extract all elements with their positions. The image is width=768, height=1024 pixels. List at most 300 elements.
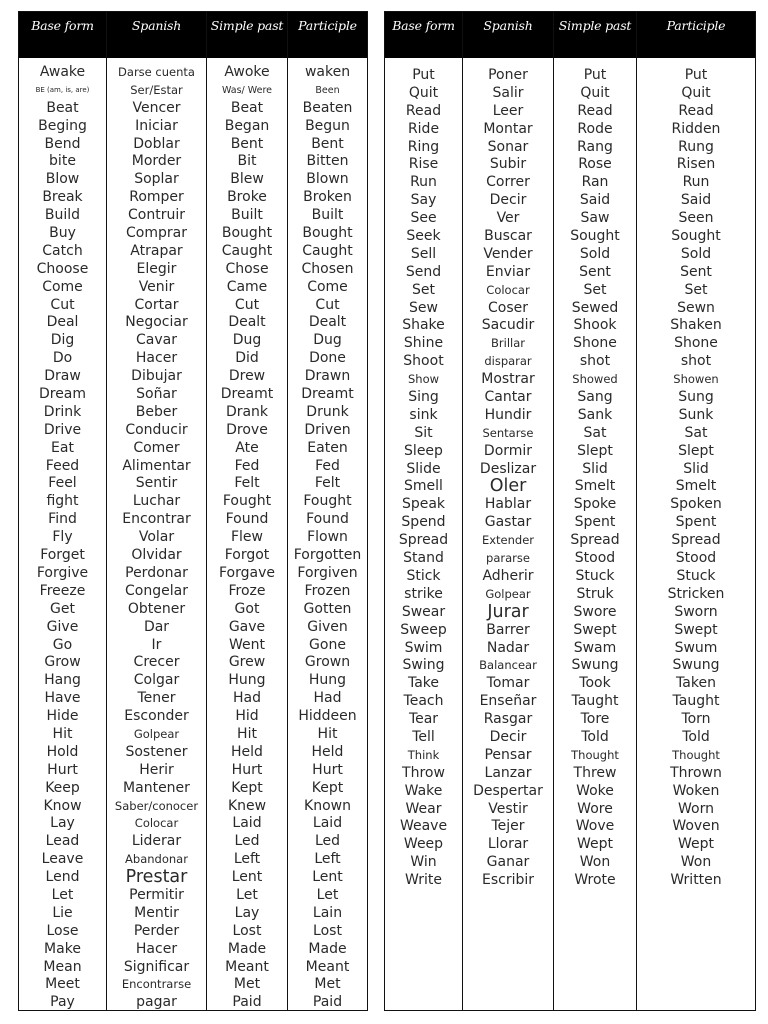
verb-cell: Deslizar [479, 460, 537, 477]
verb-cell: Wear [405, 800, 442, 817]
verb-cell: Torn [681, 711, 711, 728]
verb-cell: Awoke [224, 64, 270, 80]
verb-cell: Contruir [128, 207, 185, 224]
verb-cell: Swing [402, 657, 445, 674]
verb-cell: Lent [312, 869, 343, 886]
verb-cell: Stood [675, 550, 717, 567]
verb-cell: Gastar [484, 514, 532, 531]
verb-cell: Spent [675, 514, 717, 531]
verb-cell: Congelar [125, 582, 188, 599]
verb-cell: Been [315, 84, 340, 96]
verb-cell: Taken [676, 675, 716, 692]
verb-cell: Blow [45, 171, 80, 188]
verb-cell: Rise [408, 156, 439, 173]
verb-cell: Perder [133, 922, 180, 939]
verb-cell: Drank [225, 403, 269, 420]
verb-cell: Balancear [479, 658, 537, 673]
verb-cell: Golpear [133, 726, 180, 741]
verb-cell: Beaten [302, 99, 353, 116]
verb-cell: Mantener [123, 779, 190, 796]
verb-cell: Sung [678, 389, 714, 406]
column-header: Spanish [463, 12, 553, 58]
verb-cell: Quit [408, 84, 439, 101]
verb-cell: Darse cuenta [118, 65, 195, 79]
column-cells [385, 67, 462, 890]
verb-cell: Sacudir [481, 317, 535, 334]
verb-cell: Leave [41, 851, 84, 868]
verb-cell: Ver [496, 210, 520, 227]
verb-cell: Read [405, 102, 442, 119]
verb-cell: Mentir [134, 904, 179, 921]
verb-cell: Get [50, 600, 75, 617]
verb-cell: Weep [403, 836, 444, 853]
verb-cell: Done [309, 350, 346, 367]
verb-cell: Sunk [678, 406, 714, 423]
verb-cell: Volar [138, 529, 175, 546]
verb-cell: Cavar [136, 332, 177, 349]
column-participle [636, 12, 755, 1010]
verb-cell: Cut [315, 296, 340, 313]
verb-cell: Permitir [129, 886, 184, 903]
column-cells [19, 64, 106, 1012]
verb-cell: Shoot [403, 353, 444, 370]
verb-cell: Sworn [674, 603, 718, 620]
verb-cell: Told [581, 728, 609, 745]
verb-cell: Vencer [132, 99, 181, 116]
verb-cell: Colgar [133, 672, 180, 689]
verb-cell: Prestar [125, 867, 188, 888]
verb-cell: Built [231, 207, 263, 224]
verb-cell: Draw [44, 368, 81, 385]
verb-cell: Put [583, 67, 607, 83]
verb-cell: Thrown [670, 764, 722, 781]
verb-cell: Forgot [224, 547, 270, 564]
verb-cell: Drink [43, 403, 82, 420]
verb-cell: Weave [399, 818, 448, 835]
verb-cell: Sing [408, 389, 439, 406]
verb-cell: Tener [137, 690, 176, 707]
verb-cell: Spread [570, 532, 620, 549]
verb-cell: Write [405, 872, 442, 889]
verb-cell: Encontrarse [121, 977, 192, 992]
verb-cell: Slept [678, 442, 714, 459]
verb-cell: shot [680, 353, 712, 370]
column-cells [207, 64, 287, 1012]
verb-cell: Venir [138, 278, 175, 295]
verb-cell: Show [407, 372, 440, 387]
verb-cell: Bought [302, 225, 353, 242]
verb-cell: Shone [674, 335, 718, 352]
verb-cell: Leer [492, 102, 524, 119]
verb-cell: Hide [46, 708, 79, 725]
verb-cell: Tell [412, 728, 435, 745]
column-cells [463, 67, 553, 890]
verb-cell: Frozen [304, 582, 351, 599]
verb-cell: Pay [50, 994, 75, 1011]
verb-cell: Encontrar [122, 511, 191, 528]
verb-cell: Find [48, 511, 77, 528]
verb-cell: Sold [579, 245, 611, 262]
verb-cell: Sonar [487, 138, 529, 155]
verb-cell: Liderar [131, 833, 182, 850]
column-header: Simple past [207, 12, 287, 58]
verb-cell: Swam [573, 639, 617, 656]
verb-cell: Obtener [127, 600, 186, 617]
verb-cell: Dug [232, 332, 262, 349]
verb-cell: Buscar [484, 228, 532, 245]
verb-cell: Lost [232, 922, 262, 939]
verb-cell: Subir [489, 156, 527, 173]
verb-cell: Come [42, 278, 83, 295]
verb-cell: Lain [312, 904, 343, 921]
verb-cell: Awake [39, 64, 86, 80]
verb-cell: Mostrar [481, 371, 535, 388]
column-participle [287, 12, 367, 1010]
verb-cell: Slide [406, 460, 441, 477]
verb-cell: Told [682, 728, 710, 745]
verb-cell: Shook [573, 317, 617, 334]
verb-cell: Beber [135, 403, 178, 420]
verb-cell: Dealt [228, 314, 266, 331]
verb-cell: Hit [52, 725, 73, 742]
verb-cell: Enviar [485, 263, 531, 280]
verb-cell: Hurt [312, 761, 343, 778]
verb-cell: Broke [227, 189, 267, 206]
verb-cell: Crecer [133, 654, 180, 671]
verb-cell: Perdonar [125, 564, 188, 581]
verb-cell: Mean [43, 958, 82, 975]
verb-cell: Cantar [484, 389, 532, 406]
verb-cell: Took [579, 675, 611, 692]
verb-cell: Spend [401, 514, 446, 531]
verb-cell: Spoke [573, 496, 617, 513]
verb-cell: Quit [681, 84, 711, 101]
verb-cell: Comprar [126, 225, 187, 242]
verb-cell: Taught [672, 693, 720, 710]
verb-cell: Lose [46, 922, 79, 939]
verb-cell: Found [306, 511, 349, 528]
verb-cell: Lend [45, 869, 80, 886]
verb-cell: Know [43, 797, 82, 814]
verb-cell: Set [583, 281, 607, 298]
verb-cell: Given [307, 618, 348, 635]
column-header: Simple past [554, 12, 636, 58]
verb-cell: Meant [305, 958, 350, 975]
verb-cell: Wake [404, 782, 443, 799]
verb-cell: shot [579, 353, 611, 370]
verb-cell: Shone [573, 335, 617, 352]
verb-cell: Atrapar [130, 242, 183, 259]
verb-cell: Bend [44, 135, 81, 152]
verb-cell: Froze [228, 582, 266, 599]
verb-cell: Swim [404, 639, 443, 656]
verb-cell: Swore [573, 603, 617, 620]
verb-cell: Forget [40, 547, 85, 564]
verb-cell: Hid [235, 708, 259, 725]
verb-cell: Woke [576, 782, 614, 799]
verb-cell: Risen [676, 156, 716, 173]
verb-cell: Drew [228, 368, 266, 385]
verb-cell: Sew [409, 299, 438, 316]
column-base-form [385, 12, 462, 1010]
verb-cell: Stuck [676, 567, 716, 584]
verb-cell: Feed [45, 457, 80, 474]
verb-cell: Coser [487, 299, 528, 316]
verb-cell: Sank [577, 406, 613, 423]
verb-cell: Hung [308, 672, 347, 689]
column-header: Spanish [107, 12, 206, 58]
verb-cell: Begun [305, 117, 350, 134]
verb-cell: Abandonar [125, 852, 188, 867]
verb-cell: Known [304, 797, 351, 814]
verb-cell: Blew [230, 171, 264, 188]
column-cells [637, 67, 755, 890]
verb-cell: Paid [232, 994, 262, 1011]
verb-cell: Held [311, 743, 344, 760]
verb-cell: Ridden [671, 120, 721, 137]
verb-cell: Sat [583, 424, 607, 441]
verb-cell: Wrote [574, 872, 616, 889]
verb-cell: Significar [123, 958, 190, 975]
verb-cell: Found [225, 511, 269, 528]
verb-cell: Catch [42, 242, 83, 259]
verb-cell: Bitten [306, 153, 349, 170]
verb-cell: Rose [578, 156, 612, 173]
verb-cell: Llorar [487, 836, 529, 853]
verb-cell: Came [226, 278, 268, 295]
verb-cell: Stuck [575, 567, 615, 584]
verb-cell: Spread [671, 532, 721, 549]
verb-cell: Ser/Estar [130, 82, 183, 97]
verb-cell: Colocar [486, 282, 530, 297]
verb-cell: Negociar [125, 314, 188, 331]
verb-cell: Swung [571, 657, 619, 674]
verb-cell: Gone [309, 636, 346, 653]
verb-cell: Comer [133, 439, 180, 456]
verb-cell: Conducir [125, 421, 188, 438]
verb-cell: Soñar [136, 386, 177, 403]
verb-cell: Thought [672, 747, 720, 762]
verb-cell: Give [46, 618, 79, 635]
verb-cell: Hundir [484, 406, 532, 423]
verb-cell: Vender [483, 245, 533, 262]
column-spanish [106, 12, 206, 1010]
verb-cell: Left [233, 851, 261, 868]
verb-cell: Fed [234, 457, 260, 474]
verb-cell: Dar [143, 618, 170, 635]
verb-cell: Lost [313, 922, 342, 939]
verb-cell: Forgiven [297, 564, 358, 581]
verb-cell: Slept [577, 442, 613, 459]
verb-cell: Rung [678, 138, 714, 155]
verb-cell: Saber/conocer [114, 798, 199, 813]
verb-cell: Grow [44, 654, 81, 671]
verb-cell: Shaken [670, 317, 722, 334]
verb-cell: Quit [580, 84, 610, 101]
verb-cell: Led [314, 833, 341, 850]
verb-cell: Worn [678, 800, 714, 817]
verb-cell: Montar [483, 120, 533, 137]
verb-cell: Ride [407, 120, 440, 137]
verb-cell: Written [670, 872, 722, 889]
verb-cell: Cut [234, 296, 260, 313]
verb-cell: Oler [489, 476, 527, 497]
verb-cell: Sentarse [482, 425, 534, 440]
verb-cell: Wove [575, 818, 615, 835]
verb-cell: Decir [489, 728, 527, 745]
verb-cell: Meant [225, 958, 269, 975]
verb-cell: Dream [38, 386, 87, 403]
verb-cell: Doblar [133, 135, 180, 152]
column-spanish [462, 12, 553, 1010]
verb-cell: Eaten [307, 439, 348, 456]
verb-cell: Build [44, 207, 81, 224]
verb-cell: Began [224, 117, 270, 134]
verb-cell: Gave [228, 618, 266, 635]
verb-cell: Swept [674, 621, 718, 638]
verb-cell: Choose [36, 260, 89, 277]
verb-cell: Adherir [482, 567, 534, 584]
verb-cell: Tejer [491, 818, 525, 835]
verb-cell: Correr [486, 174, 530, 191]
verb-cell: Rasgar [483, 711, 533, 728]
verb-cell: strike [404, 585, 443, 602]
verb-cell: Dibujar [131, 368, 182, 385]
verb-cell: Esconder [124, 708, 189, 725]
verb-cell: Chosen [301, 260, 354, 277]
verb-cell: Saw [580, 210, 610, 227]
verb-cell: Alimentar [122, 457, 191, 474]
verb-cell: Sewed [571, 299, 619, 316]
verb-cell: Dormir [483, 442, 533, 459]
verb-cell: Cortar [134, 296, 179, 313]
verb-cell: Swung [672, 657, 720, 674]
verb-cell: fight [46, 493, 79, 510]
column-base-form [19, 12, 106, 1010]
verb-cell: Woken [672, 782, 720, 799]
verb-cell: Lent [231, 869, 263, 886]
verb-cell: Lay [50, 815, 75, 832]
verb-cell: Sleep [404, 442, 443, 459]
verb-cell: Kept [311, 779, 344, 796]
verb-cell: Freeze [39, 582, 86, 599]
verb-cell: Sostener [125, 743, 188, 760]
verb-cell: Take [407, 675, 440, 692]
verb-cell: Deal [46, 314, 79, 331]
verb-cell: Fly [52, 529, 73, 546]
verb-cell: Think [407, 747, 440, 762]
verb-cell: Flew [230, 529, 263, 546]
verb-cell: Meet [45, 976, 80, 993]
verb-cell: Poner [488, 67, 528, 83]
verb-cell: Thought [571, 747, 619, 762]
verb-cell: Forgave [219, 564, 275, 581]
verb-cell: Slid [582, 460, 608, 477]
verb-cell: Extender [481, 533, 535, 548]
verb-cell: Sewn [677, 299, 715, 316]
verb-cell: Fought [303, 493, 352, 510]
verb-cell: Keep [45, 779, 80, 796]
verb-cell: Wept [677, 836, 714, 853]
verb-cell: Knew [227, 797, 267, 814]
verb-cell: Laid [312, 815, 343, 832]
verb-cell: Showen [673, 372, 719, 387]
verb-cell: Chose [225, 260, 269, 277]
verb-cell: Set [412, 281, 435, 298]
verb-cell: Speak [401, 496, 446, 513]
verb-cell: Swept [573, 621, 617, 638]
verb-cell: Rode [577, 120, 613, 137]
verb-cell: Had [313, 690, 342, 707]
verb-cell: Showed [572, 372, 618, 387]
verb-cell: Fought [222, 493, 272, 510]
verb-cell: Do [52, 350, 73, 367]
verb-cell: Tore [580, 711, 610, 728]
verb-cell: Ir [151, 636, 162, 653]
verb-cell: Grown [304, 654, 351, 671]
verb-cell: Run [682, 174, 710, 191]
verb-cell: Ring [407, 138, 440, 155]
verb-cell: Made [227, 940, 267, 957]
verb-cell: Hurt [47, 761, 78, 778]
verb-cell: Sit [414, 424, 433, 441]
verb-cell: Cut [50, 296, 75, 313]
verb-cell: Beat [46, 99, 79, 116]
verb-cell: Sought [671, 228, 721, 245]
verb-cell: See [410, 210, 437, 227]
verb-cell: BE (am, is, are) [35, 85, 90, 94]
verb-cell: Struk [576, 585, 614, 602]
verb-cell: Lead [45, 833, 80, 850]
verb-cell: Golpear [485, 586, 531, 601]
verb-cell: Have [44, 690, 81, 707]
verb-cell: Stick [406, 567, 441, 584]
verb-cell: Hurt [231, 761, 263, 778]
verb-cell: Ate [235, 439, 259, 456]
verb-cell: Come [307, 278, 348, 295]
column-header: Participle [637, 12, 755, 58]
verb-cell: Had [233, 690, 261, 707]
verb-cell: Paid [312, 994, 343, 1011]
verb-cell: Hung [228, 672, 266, 689]
verb-cell: Decir [489, 192, 527, 209]
verb-cell: Feel [48, 475, 77, 492]
verb-cell: Dreamt [301, 386, 354, 403]
verb-cell: Gotten [303, 600, 352, 617]
verb-cell: pagar [136, 994, 177, 1011]
verb-cell: Jurar [487, 601, 529, 622]
verb-cell: Brillar [491, 336, 525, 351]
verb-cell: Did [235, 350, 259, 367]
verb-cell: waken [304, 64, 351, 80]
verb-cell: Felt [234, 475, 260, 492]
verb-cell: Hiddeen [298, 708, 357, 725]
verb-cell: Seen [678, 210, 714, 227]
verb-cell: Stricken [667, 585, 725, 602]
verb-cell: Taught [571, 693, 619, 710]
verb-cell: bite [49, 153, 76, 170]
verb-cell: Beging [38, 117, 87, 134]
verb-table-left [18, 11, 368, 1011]
verb-cell: Stand [403, 550, 444, 567]
verb-cell: Dealt [308, 314, 347, 331]
verb-cell: Read [678, 102, 714, 119]
verb-cell: Smelt [675, 478, 717, 495]
verb-cell: Broken [303, 189, 352, 206]
verb-cell: Caught [302, 242, 353, 259]
verb-cell: Kept [231, 779, 263, 796]
verb-cell: Vestir [488, 800, 528, 817]
